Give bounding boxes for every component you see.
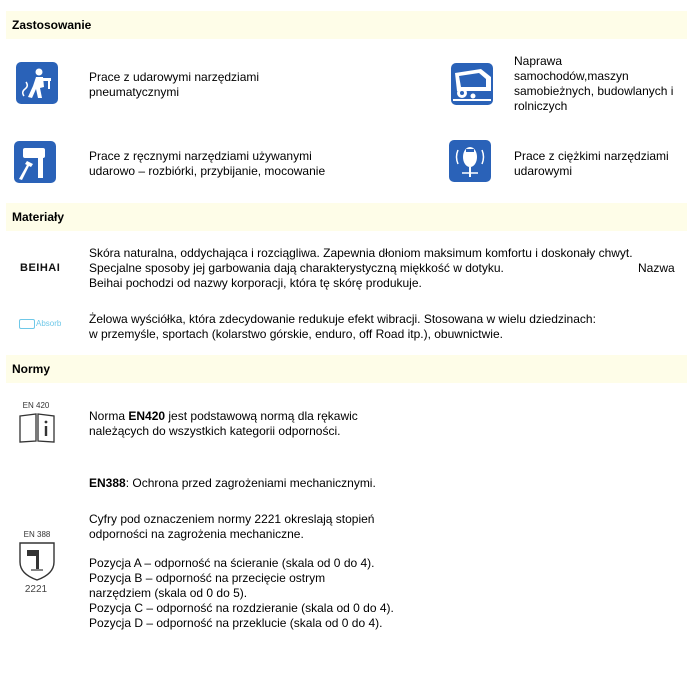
text-line: samobieżnych, budowlanych i bbox=[514, 84, 674, 98]
norm-en388-description bbox=[89, 512, 394, 631]
text-line: udarowymi bbox=[514, 164, 573, 178]
norm-code: EN388 bbox=[89, 476, 126, 490]
text-line-wrap bbox=[89, 261, 679, 276]
pneumatic-worker-icon bbox=[16, 62, 58, 104]
application-text bbox=[89, 70, 259, 100]
text-line: rolniczych bbox=[514, 99, 568, 113]
car-repair-icon bbox=[451, 63, 493, 105]
text-line: Prace z ciężkimi narzędziami bbox=[514, 149, 669, 163]
section-title: Normy bbox=[12, 362, 51, 376]
text-part: Norma bbox=[89, 409, 129, 423]
section-header-normy bbox=[6, 355, 687, 383]
text-line: w przemyśle, sportach (kolarstwo górskie, enduro, off Road itp.), obuwnictwie. bbox=[89, 327, 503, 341]
text-line bbox=[89, 409, 358, 424]
application-text bbox=[514, 54, 673, 114]
norm-code: EN420 bbox=[128, 409, 166, 423]
hammer-icon bbox=[14, 141, 56, 183]
logo-text: Absorb bbox=[36, 319, 62, 328]
text-line: udarowo – rozbiórki, przybijanie, mocowanie bbox=[89, 164, 326, 178]
text-part: jest podstawową normą dla rękawic bbox=[165, 409, 358, 423]
shield-hammer-icon bbox=[17, 540, 57, 582]
text-line: odporności na zagrożenia mechaniczne. bbox=[89, 527, 304, 541]
logo-text: BEIHAI bbox=[20, 262, 61, 274]
text-line: Nazwa bbox=[638, 261, 675, 275]
beihai-logo bbox=[20, 262, 60, 274]
text-line: Cyfry pod oznaczeniem normy 2221 okreslają stopień bbox=[89, 512, 375, 526]
text-line: Skóra naturalna, oddychająca i rozciągliwa. Zapewnia dłoniom maksimum komfortu i doskonały chwyt. bbox=[89, 246, 633, 260]
text-line: Specjalne sposoby jej garbowania dają charakterystyczną miękkość w dotyku. bbox=[89, 261, 504, 275]
norm-en420-text bbox=[89, 409, 358, 439]
section-title: Materiały bbox=[12, 210, 65, 224]
spacer bbox=[89, 542, 394, 556]
section-title: Zastosowanie bbox=[12, 18, 92, 32]
gel-icon bbox=[19, 319, 35, 329]
text-line: Żelowa wyściółka, która zdecydowanie redukuje efekt wibracji. Stosowana w wielu dziedzinach: bbox=[89, 312, 596, 326]
en388-digits: 2221 bbox=[24, 584, 48, 595]
text-line: Pozycja C – odporność na rozdzieranie (skala od 0 do 4). bbox=[89, 601, 394, 615]
material-description bbox=[89, 312, 596, 342]
text-line: Naprawa bbox=[514, 54, 563, 68]
text-line: Prace z udarowymi narzędziami bbox=[89, 70, 260, 84]
section-header-zastosowanie bbox=[6, 11, 687, 39]
text-line: Pozycja A – odporność na ścieranie (skala od 0 do 4). bbox=[89, 556, 375, 570]
application-text bbox=[89, 149, 325, 179]
text-line: Prace z ręcznymi narzędziami używanymi bbox=[89, 149, 312, 163]
text-line: narzędziem (skala od 0 do 5). bbox=[89, 586, 248, 600]
info-book-icon bbox=[18, 412, 56, 444]
material-description bbox=[89, 246, 679, 291]
text-line: Pozycja B – odporność na przecięcie ostrym bbox=[89, 571, 326, 585]
absorb-logo bbox=[19, 318, 61, 329]
text-line: Pozycja D – odporność na przeklucie (skala od 0 do 4). bbox=[89, 616, 383, 630]
heavy-tool-icon bbox=[449, 140, 491, 182]
text-part: : Ochrona przed zagrożeniami mechanicznymi. bbox=[125, 476, 376, 490]
en420-code: EN 420 bbox=[22, 401, 50, 410]
text-line: pneumatycznymi bbox=[89, 85, 180, 99]
application-text bbox=[514, 149, 669, 179]
norm-en388-heading bbox=[89, 476, 376, 491]
en388-code: EN 388 bbox=[23, 530, 51, 539]
text-line: samochodów,maszyn bbox=[514, 69, 629, 83]
section-header-materialy bbox=[6, 203, 687, 231]
text-line: należących do wszystkich kategorii odporności. bbox=[89, 424, 341, 438]
text-line: Beihai pochodzi od nazwy korporacji, która tę skórę produkuje. bbox=[89, 276, 422, 290]
